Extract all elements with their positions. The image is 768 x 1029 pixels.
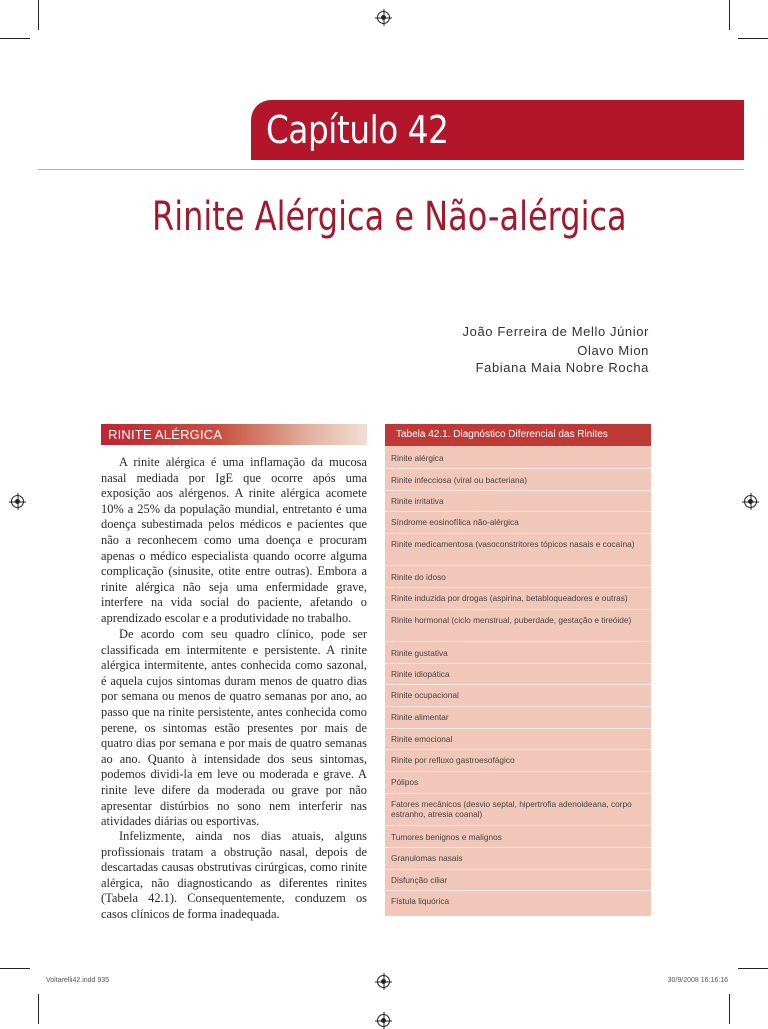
- table-row: Fístula liquórica: [391, 896, 450, 906]
- table-row: Rinite ocupacional: [391, 690, 459, 700]
- table-row: Rinite hormonal (ciclo menstrual, puberdade, gestação e tireóide): [391, 615, 632, 625]
- table-row: Rinite idiopática: [391, 669, 450, 679]
- table-row: Rinite medicamentosa (vasoconstritores tópicos nasais e cocaína): [391, 539, 635, 549]
- footer-filename: Voltarelli42.indd 935: [46, 977, 110, 984]
- section-heading-label: RINITE ALÉRGICA: [108, 427, 223, 442]
- table-row: Rinite gustativa: [391, 648, 448, 658]
- author-1: João Ferreira de Mello Júnior: [462, 324, 649, 339]
- table-row: Granulomas nasais: [391, 853, 463, 863]
- table-row: Rinite por refluxo gastroesofágico: [391, 755, 515, 765]
- header-divider: [38, 169, 744, 170]
- chapter-label: Capítulo 42: [266, 108, 449, 152]
- table-row: Pólipos: [391, 777, 419, 787]
- footer-timestamp: 30/9/2008 16:16:16: [667, 977, 728, 984]
- author-3: Fabiana Maia Nobre Rocha: [475, 360, 649, 375]
- table-row: Disfunção ciliar: [391, 875, 448, 885]
- paragraph-2: De acordo com seu quadro clínico, pode ser classificada em intermitente e persistente. A rinite alérgica intermitente, antes conhecida como sazonal, é aquela cujos sintomas duram menos de quatro dias por semana ou menos de quatro semanas por ano, ao passo que na rinite persistente, antes conhecida como perene, os sintomas estão presentes por mais de quatro dias por semana e por mais de quatro semanas ao ano. Quanto à intensidade dos seus sintomas, podemos dividi-la em leve ou moderada e grave. A rinite leve difere da moderada ou grave por não apresentar distúrbios no sono nem interferir nas atividades diárias ou esportivas.: [101, 627, 367, 829]
- table-row: Rinite induzida por drogas (aspirina, betabloqueadores e outras): [391, 593, 628, 603]
- paragraph-3: Infelizmente, ainda nos dias atuais, alguns profissionais tratam a obstrução nasal, depois de descartadas causas obstrutivas cirúrgicas, como rinite alérgica, não diagnosticando as diferentes rinites (Tabela 42.1). Consequentemente, conduzem os casos clínicos de forma inadequada.: [101, 829, 367, 921]
- table-row: Rinite irritativa: [391, 496, 444, 506]
- section-heading: [101, 424, 367, 445]
- table-row: Tumores benignos e malignos: [391, 832, 502, 842]
- paragraph-1: A rinite alérgica é uma inflamação da mucosa nasal mediada por IgE que ocorre após uma exposição aos alérgenos. A rinite alérgica acomete 10% a 25% da população mundial, entretanto é uma doença subestimada pelos médicos e pacientes que não a reconhecem como uma doença e procuram apenas o médico especialista quando ocorre alguma complicação (sinusite, otite entre outras). Embora a rinite alérgica não seja uma enfermidade grave, interfere na vida social do paciente, afetando o aprendizado escolar e a produtividade no trabalho.: [101, 455, 367, 625]
- table-row: Fatores mecânicos (desvio septal, hipertrofia adenoideana, corpo estranho, atresia coanal): [391, 799, 632, 819]
- table-row: Rinite emocional: [391, 734, 453, 744]
- author-2: Olavo Mion: [577, 343, 649, 358]
- table-row: Rinite alérgica: [391, 453, 444, 463]
- table-row: Rinite alimentar: [391, 712, 449, 722]
- table-caption: Tabela 42.1. Diagnóstico Diferencial das Rinites: [396, 429, 608, 440]
- table-row: Síndrome eosinofílica não-alérgica: [391, 517, 519, 527]
- chapter-title: Rinite Alérgica e Não-alérgica: [152, 194, 627, 240]
- table-row: Rinite infecciosa (viral ou bacteriana): [391, 475, 528, 485]
- table-row: Rinite do idoso: [391, 572, 446, 582]
